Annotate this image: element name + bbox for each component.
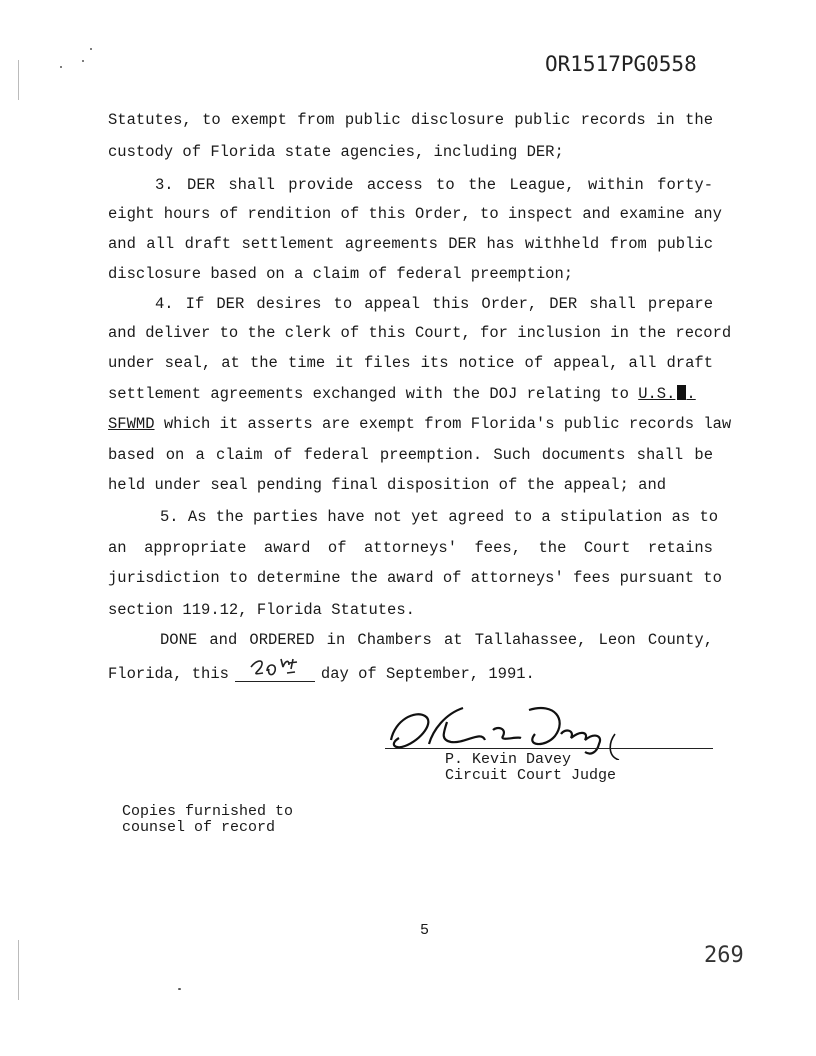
page-number: 5 [420, 922, 430, 939]
paragraph-4-start: 4. If DER desires to appeal this Order, DER shall prepare [155, 295, 713, 313]
judge-name: P. Kevin Davey [445, 751, 572, 768]
body-line: under seal, at the time it files its notice of appeal, all draft [108, 354, 713, 372]
copies-line-1: Copies furnished to [122, 803, 294, 820]
body-line: disclosure based on a claim of federal preemption; [108, 265, 574, 283]
body-line: jurisdiction to determine the award of attorneys' fees pursuant to [108, 569, 722, 587]
copies-furnished [122, 804, 293, 836]
body-line-text: which it asserts are exempt from Florida's public records law [163, 415, 732, 433]
scan-speck [90, 48, 92, 50]
body-line: based on a claim of federal preemption. Such documents shall be [108, 446, 713, 464]
body-line: and all draft settlement agreements DER has withheld from public [108, 235, 713, 253]
paragraph-3-start: 3. DER shall provide access to the League, within forty- [155, 176, 713, 194]
paragraph-5-start: 5. As the parties have not yet agreed to a stipulation as to [160, 508, 719, 526]
copies-line-2: counsel of record [122, 819, 276, 836]
scan-speck [60, 66, 62, 68]
body-line-with-ref [108, 384, 713, 404]
done-ordered-line: DONE and ORDERED in Chambers at Tallahassee, Leon County, [160, 631, 713, 649]
recording-stamp: OR1517PG0558 [545, 52, 697, 76]
body-line: custody of Florida state agencies, including DER; [108, 143, 564, 161]
signature-block [385, 700, 715, 790]
date-line-prefix: Florida, this [108, 665, 229, 683]
scan-edge-mark [18, 940, 19, 1000]
document-number: 269 [704, 943, 744, 968]
judge-title: Circuit Court Judge [445, 767, 617, 784]
body-line: and deliver to the clerk of this Court, for inclusion in the record [108, 324, 732, 342]
date-line-suffix: day of September, 1991. [320, 665, 535, 683]
signature-line [385, 748, 713, 749]
body-line: held under seal pending final disposition of the appeal; and [108, 476, 667, 494]
handwritten-day [247, 653, 307, 681]
body-line: an appropriate award of attorneys' fees, the Court retains [108, 539, 713, 557]
body-line: eight hours of rendition of this Order, to inspect and examine any [108, 205, 722, 223]
body-line: section 119.12, Florida Statutes. [108, 601, 415, 619]
day-blank [235, 663, 315, 682]
scan-speck [82, 60, 84, 62]
case-ref-dot: . [686, 385, 696, 403]
body-line-text: settlement agreements exchanged with the DOJ relating to [108, 385, 629, 403]
body-line: Statutes, to exempt from public disclosure public records in the [108, 111, 713, 129]
date-line [108, 663, 713, 684]
case-ref-sfwmd: SFWMD [108, 415, 155, 433]
case-ref-us: U.S. [638, 385, 676, 403]
scan-edge-mark [18, 60, 19, 100]
scan-speck [178, 988, 181, 990]
body-line-with-ref [108, 414, 732, 434]
